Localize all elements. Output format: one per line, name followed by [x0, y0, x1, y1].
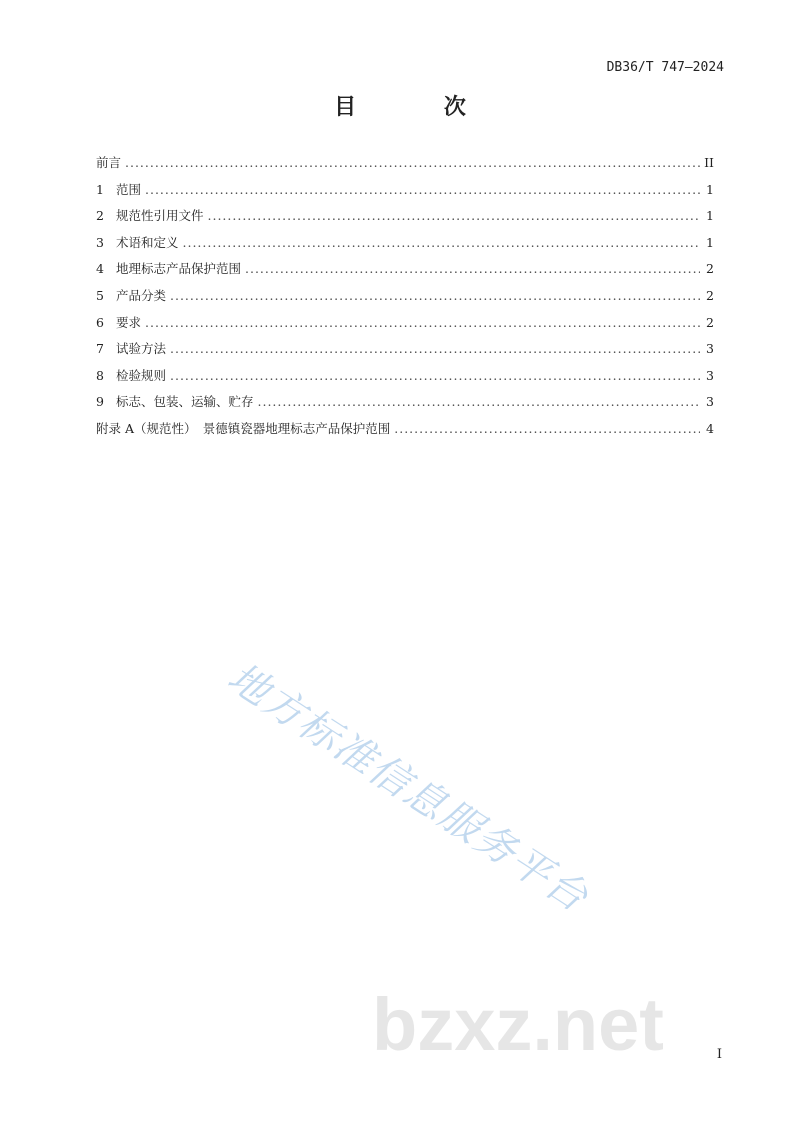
- toc-entry-number: 2: [96, 208, 104, 224]
- toc-leader-dots: [145, 177, 700, 204]
- toc-leader-dots: [208, 203, 700, 230]
- toc-leader-dots: [183, 230, 700, 257]
- toc-entry-9[interactable]: [96, 389, 714, 416]
- toc-entry-page: 1: [706, 234, 714, 250]
- toc-entry-5[interactable]: [96, 283, 714, 310]
- toc-entry-page: 2: [706, 287, 714, 303]
- toc-entry-number: 4: [96, 261, 104, 277]
- toc-entry-page: 3: [706, 341, 714, 357]
- toc-entry-number: 7: [96, 341, 104, 357]
- toc-leader-dots: [145, 310, 700, 337]
- toc-entry-page: 1: [706, 181, 714, 197]
- toc-entry-label: 前言: [96, 155, 122, 170]
- toc-entry-label: 3 术语和定义: [96, 230, 179, 257]
- table-of-contents: [96, 150, 714, 443]
- toc-entry-page: 3: [706, 394, 714, 410]
- page-title: 目 次: [334, 95, 506, 120]
- toc-entry-page: 2: [706, 261, 714, 277]
- toc-leader-dots: [245, 256, 700, 283]
- toc-entry-label: 9 标志、包装、运输、贮存: [96, 389, 254, 416]
- toc-entry-page: II: [704, 155, 714, 170]
- toc-entry-label: 附录 A（规范性） 景德镇瓷器地理标志产品保护范围: [96, 420, 391, 436]
- toc-entry-number: 1: [96, 181, 104, 197]
- document-code: DB36/T 747—2024: [606, 60, 724, 75]
- page-number: I: [716, 1047, 722, 1062]
- toc-entry-label: 5 产品分类: [96, 283, 166, 310]
- platform-watermark: 地方标准信息服务平台: [219, 654, 597, 922]
- toc-entry-label: 2 规范性引用文件: [96, 203, 204, 230]
- toc-entry-label: 7 试验方法: [96, 336, 166, 363]
- toc-leader-dots: [394, 416, 700, 443]
- toc-entry-3[interactable]: [96, 230, 714, 257]
- toc-leader-dots: [125, 150, 700, 177]
- toc-entry-number: 6: [96, 314, 104, 330]
- toc-entry-number: 5: [96, 287, 104, 303]
- toc-entry-6[interactable]: [96, 310, 714, 337]
- toc-entry-label: 6 要求: [96, 310, 141, 337]
- toc-entry-number: 9: [96, 394, 104, 410]
- toc-entry-foreword[interactable]: [96, 150, 714, 177]
- toc-entry-label: 4 地理标志产品保护范围: [96, 256, 241, 283]
- site-watermark: bzxz.net: [372, 983, 664, 1066]
- toc-entry-2[interactable]: [96, 203, 714, 230]
- toc-entry-7[interactable]: [96, 336, 714, 363]
- toc-entry-number: 3: [96, 234, 104, 250]
- toc-leader-dots: [170, 283, 700, 310]
- toc-entry-page: 1: [706, 208, 714, 224]
- toc-leader-dots: [170, 336, 700, 363]
- toc-entry-1[interactable]: [96, 177, 714, 204]
- toc-entry-4[interactable]: [96, 256, 714, 283]
- toc-entry-8[interactable]: [96, 363, 714, 390]
- toc-entry-page: 4: [706, 420, 714, 436]
- toc-leader-dots: [170, 363, 700, 390]
- toc-leader-dots: [258, 389, 700, 416]
- toc-entry-label: 1 范围: [96, 177, 141, 204]
- toc-entry-page: 3: [706, 367, 714, 383]
- toc-entry-page: 2: [706, 314, 714, 330]
- toc-entry-label: 8 检验规则: [96, 363, 166, 390]
- toc-entry-number: 8: [96, 367, 104, 383]
- toc-entry-appendix-a[interactable]: [96, 416, 714, 443]
